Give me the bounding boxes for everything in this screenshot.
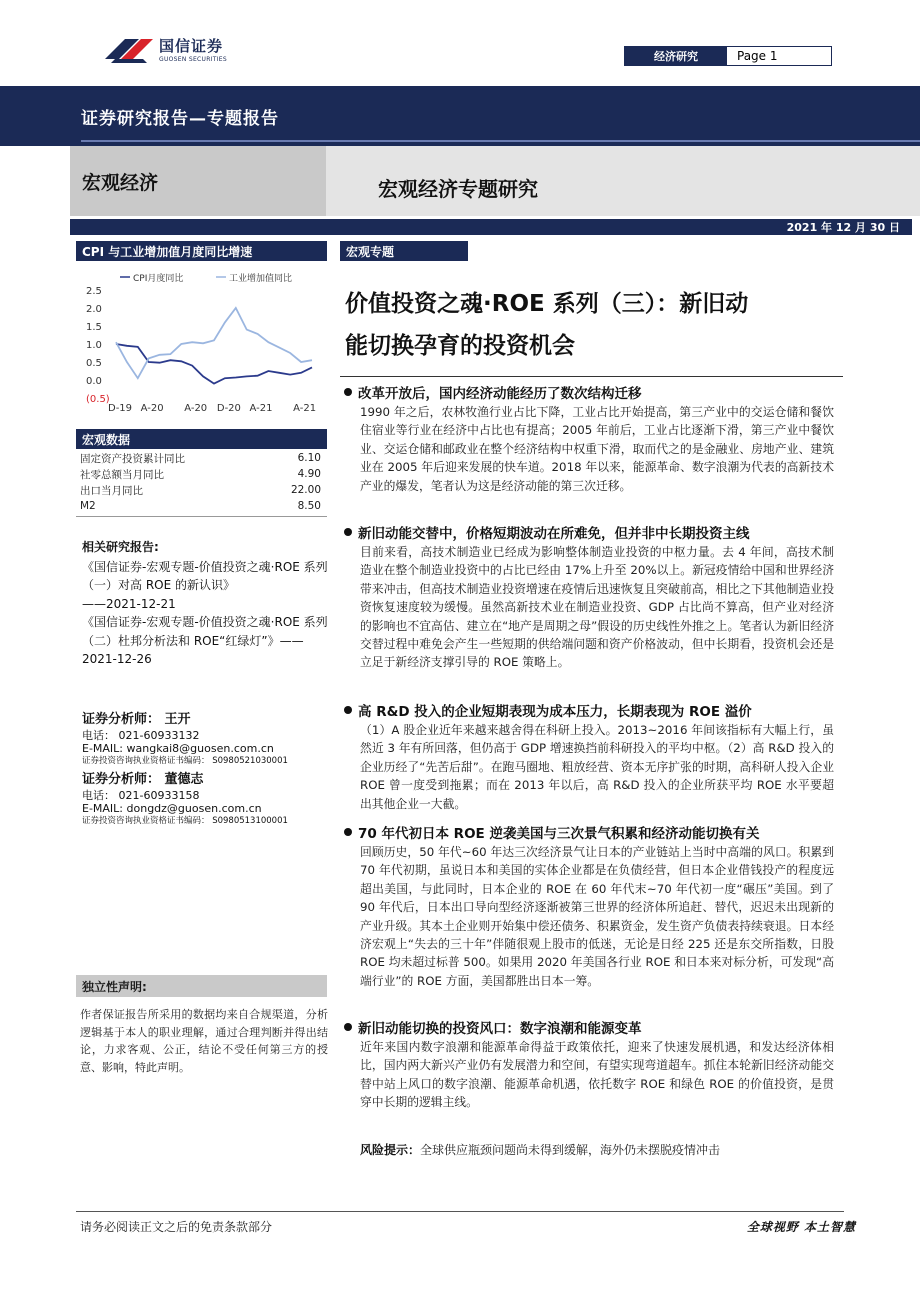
independence-text: 作者保证报告所采用的数据均来自合规渠道，分析逻辑基于本人的职业理解，通过合理判断并得出结论，力求客观、公正，结论不受任何第三方的授意、影响，特此声明。 <box>80 1008 328 1074</box>
section-heading-4: 70 年代初日本 ROE 逆袭美国与三次景气积累和经济动能切换有关 <box>344 822 759 842</box>
x-tick-label: A-21 <box>249 403 273 414</box>
topic-tag: 宏观专题 <box>340 241 468 261</box>
series-line <box>116 308 312 378</box>
analyst-tel: 电话： 021-60933132 <box>82 729 200 742</box>
risk-label: 风险提示： <box>360 1143 421 1157</box>
logo-cn: 国信证券 <box>159 37 224 55</box>
bullet-icon <box>344 706 352 714</box>
risk-text: 全球供应瓶颈问题尚未得到缓解，海外仍未摆脱疫情冲击 <box>420 1143 721 1157</box>
y-tick-label: 2.5 <box>86 286 102 297</box>
x-tick-label: D-20 <box>216 403 241 414</box>
logo-en: GUOSEN SECURITIES <box>159 56 228 63</box>
header-box <box>624 46 832 66</box>
footer-disclaimer[interactable]: 请务必阅读正文之后的免责条款部分 <box>80 1220 273 1234</box>
main-title <box>345 283 845 367</box>
x-tick-label: A-20 <box>184 403 208 414</box>
report-type-band <box>0 86 920 146</box>
series-title: 宏观经济专题研究 <box>378 176 538 201</box>
report-type: 证券研究报告—专题报告 <box>81 108 279 129</box>
chart-bar: CPI 与工业增加值月度同比增速 <box>76 241 327 261</box>
footer-slogan: 全球视野 本土智慧 <box>746 1220 856 1234</box>
report-date: 2021 年 12 月 30 日 <box>786 221 900 234</box>
y-tick-label: (0.5) <box>86 394 110 405</box>
macro-row: 出口当月同比 22.00 <box>80 484 321 497</box>
section-heading-1: 改革开放后，国内经济动能经历了数次结构迁移 <box>344 382 642 402</box>
divider-stripe <box>81 140 920 142</box>
legend-label: CPI月度同比 <box>133 274 184 284</box>
related-link-1[interactable]: 《国信证券-宏观专题-价值投资之魂·ROE 系列（一）对高 ROE 的新认识》 <box>82 559 328 592</box>
x-tick-label: D-19 <box>108 403 133 414</box>
page-number: Page 1 <box>727 47 831 65</box>
macro-row: M2 8.50 <box>80 500 321 512</box>
analyst-tel: 电话： 021-60933158 <box>82 789 200 802</box>
section-heading-3: 高 R&D 投入的企业短期表现为成本压力，长期表现为 ROE 溢价 <box>344 700 752 720</box>
macro-row: 固定资产投资累计同比 6.10 <box>80 452 321 465</box>
analyst-1 <box>82 711 328 767</box>
section-body-5: 近年来国内数字浪潮和能源革命得益于政策依托，迎来了快速发展机遇，和发达经济体相比，国内两大新兴产业仍有发展潜力和空间，有望实现弯道超车。抓住本轮新旧经济动能交替中站上风口的数字浪潮、能源革命机遇，依托数字 ROE 和绿色 ROE 的价值投资，是贯穿中长期的逻辑主线。 <box>360 1040 834 1110</box>
macro-row: 社零总额当月同比 4.90 <box>80 468 321 481</box>
main-title-line-1: 价值投资之魂·ROE 系列（三）：新旧动 <box>345 291 749 317</box>
section-heading-5: 新旧动能切换的投资风口：数字浪潮和能源变革 <box>344 1017 642 1037</box>
y-tick-label: 1.5 <box>86 322 102 333</box>
related-head: 相关研究报告: <box>82 540 159 554</box>
analyst-email[interactable]: E-MAIL: dongdz@guosen.com.cn <box>82 802 262 815</box>
guosen-logo-icon <box>103 33 155 65</box>
risk-note <box>360 1141 840 1158</box>
section-body-1: 1990 年之后，农林牧渔行业占比下降，工业占比开始提高，第三产业中的交运仓储和餐饮住宿业等行业在经济中占比也有提高；2005 年前后，工业占比逐渐下滑，第三产业中餐饮业、交运仓储和邮政业在整个经济结构中权重下滑，取而代之的是金融业、房地产业、建筑业在 2005 年后迎来发展的快车道。2018 年以来，能源革命、数字浪潮为代表的高新技术产业的爆发，笔者认为这是经济动能的第三次迁移。 <box>360 405 834 493</box>
title-rule <box>340 376 843 377</box>
independence-bar: 独立性声明: <box>76 975 327 997</box>
series-band <box>326 146 920 216</box>
y-tick-label: 0.0 <box>86 376 102 387</box>
section-body-3: （1）A 股企业近年来越来越舍得在科研上投入。2013~2016 年间该指标有大幅上行，虽然近 3 年有所回落，但仍高于 GDP 增速换挡前科研投入的平均中枢。（2）高 R&D 投入的企业历经了“先苦后甜”。在跑马圈地、粗放经营、资本无序扩张的时期，高科研人投入企业 ROE 曾一度受到拖累；而在 2013 年以后，高 R&D 投入的企业所获平均 ROE 水平要超出其他企业一大截。 <box>360 723 834 811</box>
macro-bar: 宏观数据 <box>76 429 327 449</box>
date-band <box>70 219 912 235</box>
section-label: 经济研究 <box>625 47 727 65</box>
section-body-2: 目前来看，高技术制造业已经成为影响整体制造业投资的中枢力量。去 4 年间，高技术制造业在整个制造业投资中的占比已经由 17%上升至 20%以上。新冠疫情给中国和世界经济带来冲击，但高技术制造业投资增速在疫情后迅速恢复且突破前高，相比之下其他制造业投资恢复速度较为缓慢。虽然高新技术业在制造业投资、GDP 占比尚不算高，但产业对经济的影响也不宜高估、建立在“地产是周期之母”假设的历史线性外推之上。笔者认为新旧经济交替过程中难免会产生一些短期的供给端问题和资产价格波动，但中长期看，投资机会还是立足于新经济支撑引导的 ROE 策略上。 <box>360 545 834 670</box>
analyst-cert: 证券投资咨询执业资格证书编码： S0980521030001 <box>82 756 288 766</box>
main-title-line-2: 能切换孕育的投资机会 <box>345 333 575 359</box>
footer-rule <box>76 1211 844 1212</box>
chart-svg <box>76 264 327 424</box>
x-tick-label: A-20 <box>140 403 164 414</box>
analyst-name: 证券分析师： 王开 <box>82 712 191 727</box>
y-tick-label: 2.0 <box>86 304 102 315</box>
category-title: 宏观经济 <box>82 171 159 194</box>
table-bottom-rule <box>76 516 327 517</box>
x-tick-label: A-21 <box>293 403 317 414</box>
analyst-2 <box>82 771 328 827</box>
related-reports <box>82 538 328 669</box>
y-tick-label: 0.5 <box>86 358 102 369</box>
legend-label: 工业增加值同比 <box>229 274 293 284</box>
cpi-chart <box>76 264 327 424</box>
analyst-cert: 证券投资咨询执业资格证书编码： S0980513100001 <box>82 816 288 826</box>
related-link-2[interactable]: 《国信证券-宏观专题-价值投资之魂·ROE 系列（二）杜邦分析法和 ROE“红绿灯”》——2021-12-26 <box>82 615 328 666</box>
category-band <box>70 146 326 216</box>
y-tick-label: 1.0 <box>86 340 102 351</box>
bullet-icon <box>344 528 352 536</box>
analyst-email[interactable]: E-MAIL: wangkai8@guosen.com.cn <box>82 742 274 755</box>
section-heading-2: 新旧动能交替中，价格短期波动在所难免，但并非中长期投资主线 <box>344 522 750 542</box>
bullet-icon <box>344 1023 352 1031</box>
logo <box>103 32 243 66</box>
macro-table <box>76 450 327 517</box>
bullet-icon <box>344 828 352 836</box>
section-body-4: 回顾历史，50 年代~60 年达三次经济景气让日本的产业链站上当时中高端的风口。积累到 70 年代初期，虽说日本和美国的实体企业都是在负债经营，但日本企业借钱投产的程度远超出美国，与此同时，日本企业的 ROE 在 60 年代末~70 年代初一度“碾压”美国。到了 90 年代后，日本出口导向型经济逐渐被第三世界的经济体所追赶、替代，迟迟未出现新的产业升级。其本土企业则开始集中偿还债务、积累资金，发生资产负债表持续衰退。日本经济宏观上“失去的三十年”伴随很观上股市的低迷，无论是日经 225 还是东交所指数，日股 ROE 均未超过标普 500。如果用 2020 年美国各行业 ROE 和日本来对标分析，可发现“高端行业”的 ROE 方面，美国都胜出日本一筹。 <box>360 845 834 988</box>
analyst-name: 证券分析师： 董德志 <box>82 772 204 787</box>
bullet-icon <box>344 388 352 396</box>
related-date-1: ——2021-12-21 <box>82 596 176 611</box>
